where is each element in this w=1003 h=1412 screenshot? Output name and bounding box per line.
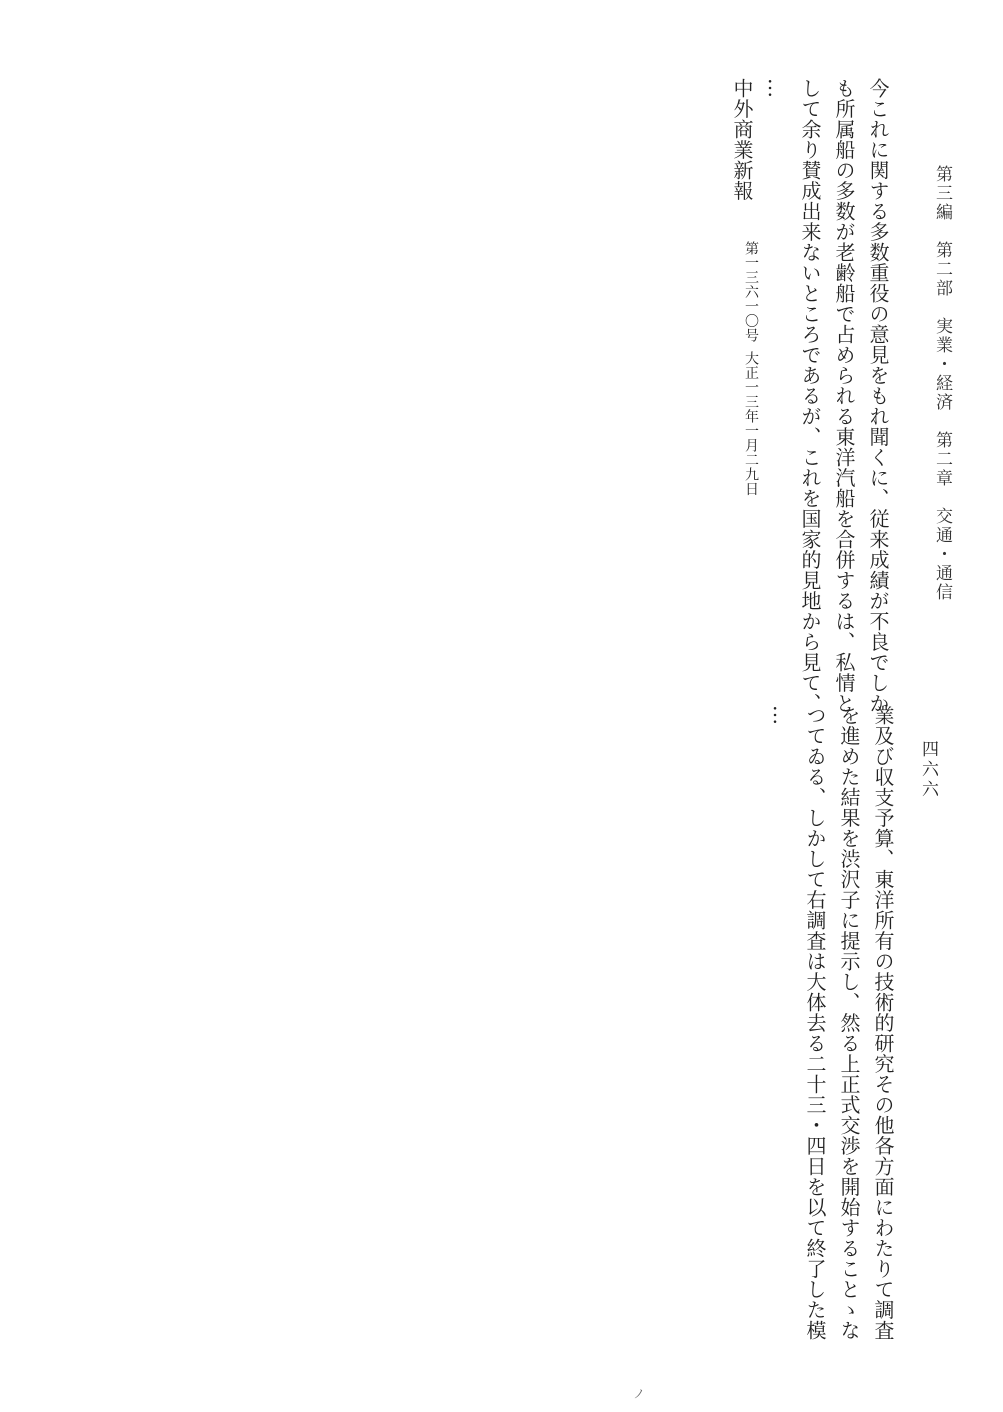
page-number: 四六六 — [918, 740, 938, 800]
running-header: 第三編 第二部 実業・経済 第二章 交通・通信 — [932, 165, 952, 602]
text-column: して余り賛成出来ないところであるが、これを国家的見地から見て、 — [798, 78, 822, 714]
source-issue-date — [743, 241, 759, 496]
text-column: を進めた結果を渋沢子に提示し、然る上正式交渉を開始することゝな — [837, 705, 861, 1341]
text-column: 今これに関する多数重役の意見をもれ聞くに、従来成績が不良でしか — [866, 78, 890, 714]
text-column: … — [764, 78, 788, 99]
text-column: 業及び収支予算、東洋所有の技術的研究その他各方面にわたりて調査 — [871, 705, 895, 1341]
lower-text-block — [80, 705, 900, 1341]
source-citation — [725, 78, 759, 693]
upper-text-block — [95, 78, 895, 714]
source-name: 中外商業新報 — [730, 78, 754, 201]
text-column: つてゐる、しかして右調査は大体去る二十三・四日を以て終了した模 — [803, 705, 827, 1341]
text-column: … — [769, 705, 793, 726]
footer-mark: ノ — [633, 1387, 646, 1401]
text-column: も所属船の多数が老齢船で占められる東洋汽船を合併するは、私情と — [832, 78, 856, 714]
source-issue: 第一三六一〇号 — [743, 241, 759, 343]
source-date: 大正一三年一月二九日 — [743, 350, 759, 496]
